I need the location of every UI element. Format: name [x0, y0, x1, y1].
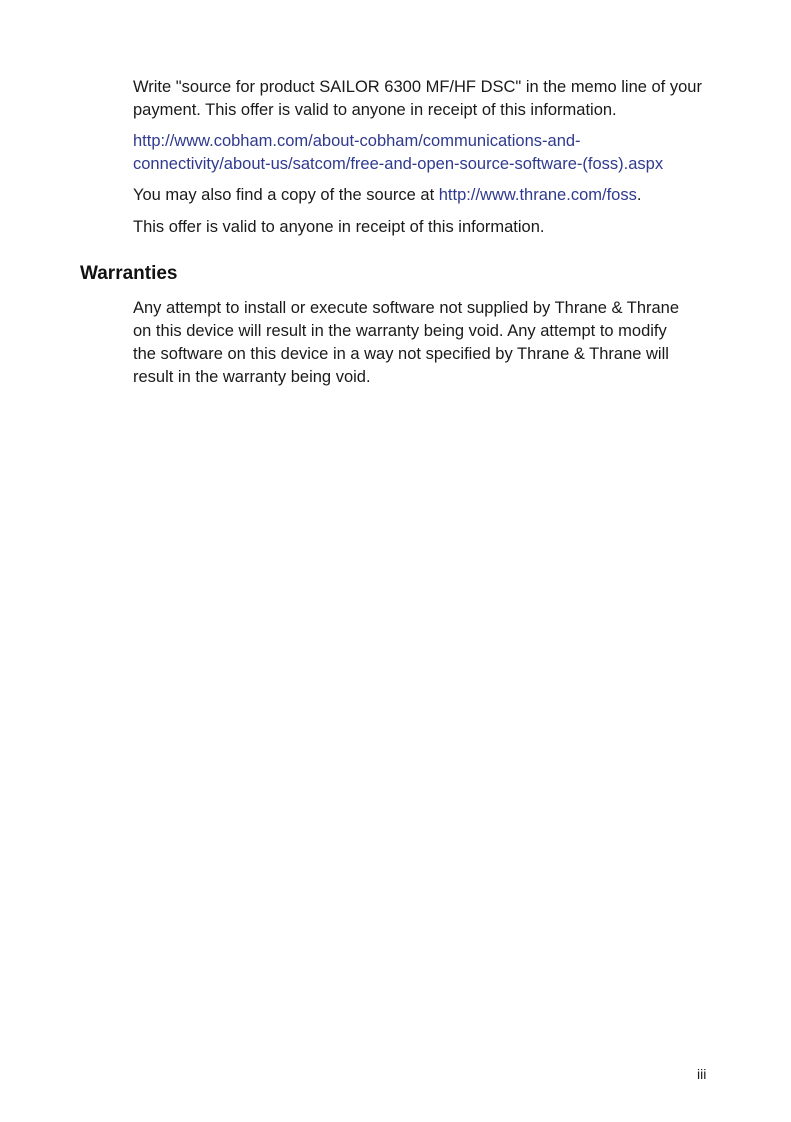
warranties-paragraph [133, 297, 723, 389]
foss-url-line-2: connectivity/about-us/satcom/free-and-open-source-software-(foss).aspx [133, 155, 664, 173]
page-number: iii [697, 1066, 707, 1082]
thrane-foss-link[interactable]: http://www.thrane.com/foss [438, 186, 637, 204]
offer-validity-paragraph [133, 216, 723, 239]
offer-validity-text: This offer is valid to anyone in receipt of this information. [133, 218, 545, 236]
memo-instruction-paragraph [133, 76, 723, 122]
source-copy-suffix: . [636, 186, 642, 204]
warranties-line-2: on this device will result in the warranty being void. Any attempt to modify [133, 322, 667, 340]
warranties-heading: Warranties [80, 263, 178, 284]
foss-url-link[interactable] [133, 132, 663, 173]
foss-url-line-1: http://www.cobham.com/about-cobham/communications-and- [133, 132, 581, 150]
memo-line-1: Write "source for product SAILOR 6300 MF/HF DSC" in the memo line of your [133, 78, 702, 96]
source-copy-paragraph [133, 184, 723, 207]
warranties-line-3: the software on this device in a way not specified by Thrane & Thrane will [133, 345, 669, 363]
foss-url-paragraph [133, 130, 723, 176]
warranties-line-1: Any attempt to install or execute software not supplied by Thrane & Thrane [133, 299, 680, 317]
source-copy-prefix: You may also find a copy of the source at [133, 186, 439, 204]
memo-line-2: payment. This offer is valid to anyone in receipt of this information. [133, 101, 617, 119]
warranties-line-4: result in the warranty being void. [133, 368, 371, 386]
